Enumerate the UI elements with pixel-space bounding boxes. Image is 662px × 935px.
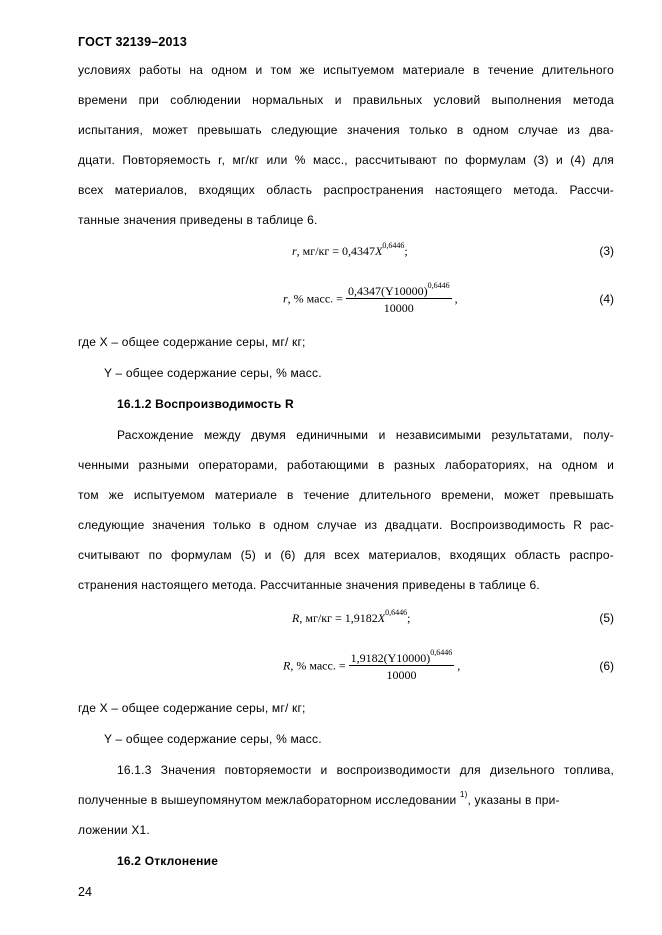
formula-lhs: R: [283, 658, 291, 673]
body-line: считывают по формулам (5) и (6) для всех материалов, входящих область распро-: [78, 548, 614, 562]
formula-fraction: [346, 281, 452, 315]
formula-eq: =: [333, 291, 346, 306]
body-line: танные значения приведены в таблице 6.: [78, 213, 318, 227]
where-y: Y – общее содержание серы, % масс.: [104, 366, 322, 380]
formula-exponent: 0,6446: [430, 648, 453, 657]
formula-tail: ,: [454, 658, 461, 673]
formula-unit: , % масс.: [290, 658, 336, 673]
formula-eq: =: [335, 658, 349, 673]
formula-number: (5): [599, 611, 614, 625]
section-heading: 16.2 Отклонение: [117, 854, 219, 868]
where-y: Y – общее содержание серы, % масс.: [104, 732, 322, 746]
body-line: следующие значения только в одном случае из двадцати. Воспроизводимость R рас-: [78, 518, 614, 532]
formula-denominator: 10000: [386, 668, 417, 682]
body-line: Расхождение между двумя единичными и независимыми результатами, полу-: [117, 428, 614, 442]
formula-number: (4): [599, 292, 614, 306]
formula-coef: = 1,9182: [331, 611, 378, 625]
body-line: времени при соблюдении нормальных и правильных условий выполнения метода: [78, 93, 614, 107]
formula-tail: ;: [407, 611, 411, 625]
standard-header: ГОСТ 32139–2013: [78, 35, 187, 49]
formula-numerator: 0,4347(Y10000): [347, 284, 428, 298]
body-text: полученные в вышеупомянутом межлабораторном исследовании: [78, 793, 457, 807]
formula-number: (3): [599, 244, 614, 258]
body-line: том же испытуемом материале в течение длительного времени, может превышать: [78, 488, 614, 502]
formula-var: X: [375, 244, 383, 258]
formula-coef: = 0,4347: [329, 244, 376, 258]
footnote-marker: 1): [459, 790, 468, 799]
formula-6: [283, 648, 461, 682]
body-text: , указаны в при-: [467, 793, 560, 807]
where-x: где X – общее содержание серы, мг/ кг;: [78, 335, 306, 349]
formula-numerator: 1,9182(Y10000): [350, 651, 431, 665]
formula-var: X: [377, 611, 386, 625]
formula-denominator: 10000: [383, 301, 414, 315]
formula-lhs: R: [292, 611, 300, 625]
body-line: ложении X1.: [78, 823, 150, 837]
where-x: где X – общее содержание серы, мг/ кг;: [78, 701, 306, 715]
formula-exponent: 0,6446: [382, 241, 405, 250]
body-line: условиях работы на одном и том же испытуемом материале в течение длительного: [78, 63, 614, 77]
formula-unit: , % масс.: [287, 291, 334, 306]
formula-5: [292, 608, 411, 626]
body-line: ченными разными операторами, работающими в разных лабораториях, на одном и: [78, 458, 614, 472]
formula-3: [292, 241, 408, 259]
formula-tail: ;: [404, 244, 408, 258]
formula-lhs: r: [283, 291, 288, 306]
body-line: испытания, может превышать следующие значения только в одном случае из два-: [78, 123, 614, 137]
formula-number: (6): [599, 659, 614, 673]
formula-unit: , мг/кг: [299, 611, 332, 625]
section-heading: 16.1.2 Воспроизводимость R: [117, 397, 294, 411]
formula-exponent: 0,6446: [427, 281, 450, 290]
formula-exponent: 0,6446: [385, 608, 408, 617]
formula-4: [283, 281, 458, 315]
formula-unit: , мг/кг: [296, 244, 330, 258]
formula-fraction: [349, 648, 455, 682]
formula-tail: ,: [451, 291, 458, 306]
body-line: дцати. Повторяемость r, мг/кг или % масс., рассчитывают по формулам (3) и (4) для: [78, 153, 614, 167]
formula-lhs: r: [292, 244, 297, 258]
body-line: [78, 792, 614, 808]
page-number: 24: [78, 885, 92, 899]
body-line: всех материалов, входящих область распространения настоящего метода. Рассчи-: [78, 183, 614, 197]
body-line: 16.1.3 Значения повторяемости и воспроизводимости для дизельного топлива,: [117, 763, 614, 777]
body-line: странения настоящего метода. Рассчитанные значения приведены в таблице 6.: [78, 578, 540, 592]
